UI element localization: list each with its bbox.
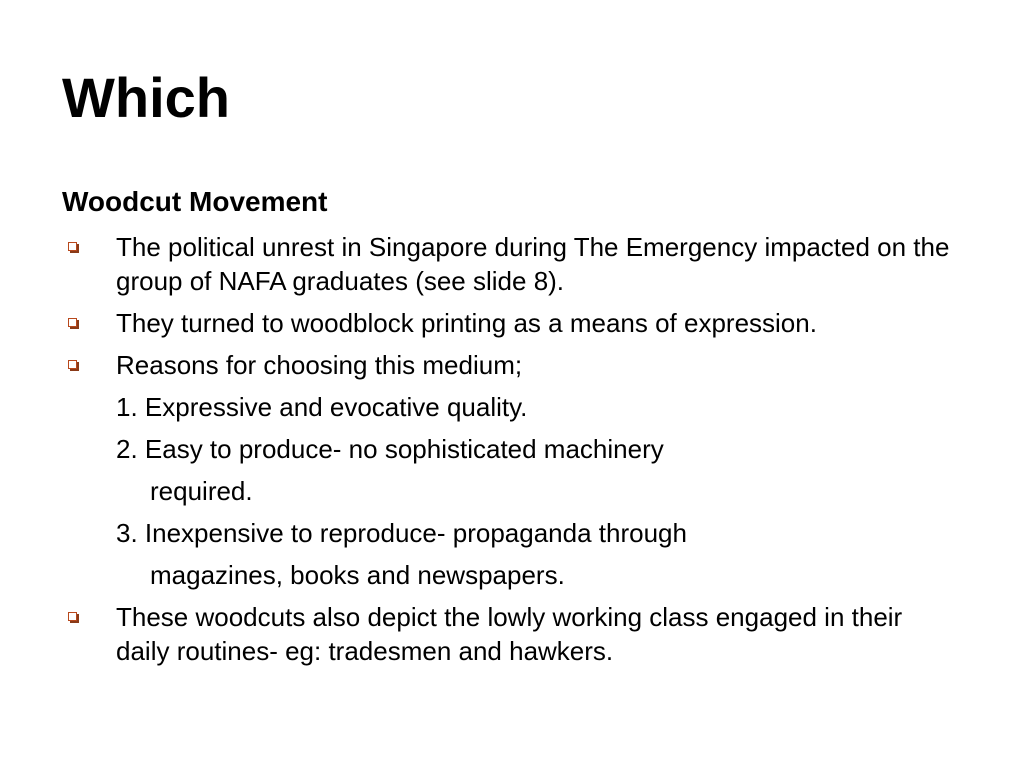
slide-subtitle: Woodcut Movement [62, 186, 328, 217]
square-bullet-icon [68, 242, 77, 251]
reason-line: 2. Easy to produce- no sophisticated machinery [116, 434, 664, 464]
bullet-item [62, 348, 962, 382]
bullet-item [62, 306, 962, 340]
bullet-text: Reasons for choosing this medium; [116, 350, 523, 380]
reason-line: 1. Expressive and evocative quality. [116, 392, 528, 422]
bullet-list-final [62, 600, 962, 668]
bullet-text: These woodcuts also depict the lowly working class engaged in their daily routines- eg: tradesmen and hawkers. [116, 602, 903, 666]
bullet-text: They turned to woodblock printing as a means of expression. [116, 308, 817, 338]
square-bullet-icon [68, 612, 77, 621]
bullet-list [62, 230, 962, 382]
reason-line: 3. Inexpensive to reproduce- propaganda through [116, 518, 687, 548]
reason-line-continued: required. [150, 476, 253, 506]
bullet-item [62, 600, 962, 668]
bullet-text: The political unrest in Singapore during The Emergency impacted on the group of NAFA graduates (see slide 8). [116, 232, 950, 296]
square-bullet-icon [68, 360, 77, 369]
slide-content [62, 184, 962, 676]
reason-line-continued: magazines, books and newspapers. [150, 560, 565, 590]
square-bullet-icon [68, 318, 77, 327]
bullet-item [62, 230, 962, 298]
slide-title: Which [62, 66, 230, 129]
